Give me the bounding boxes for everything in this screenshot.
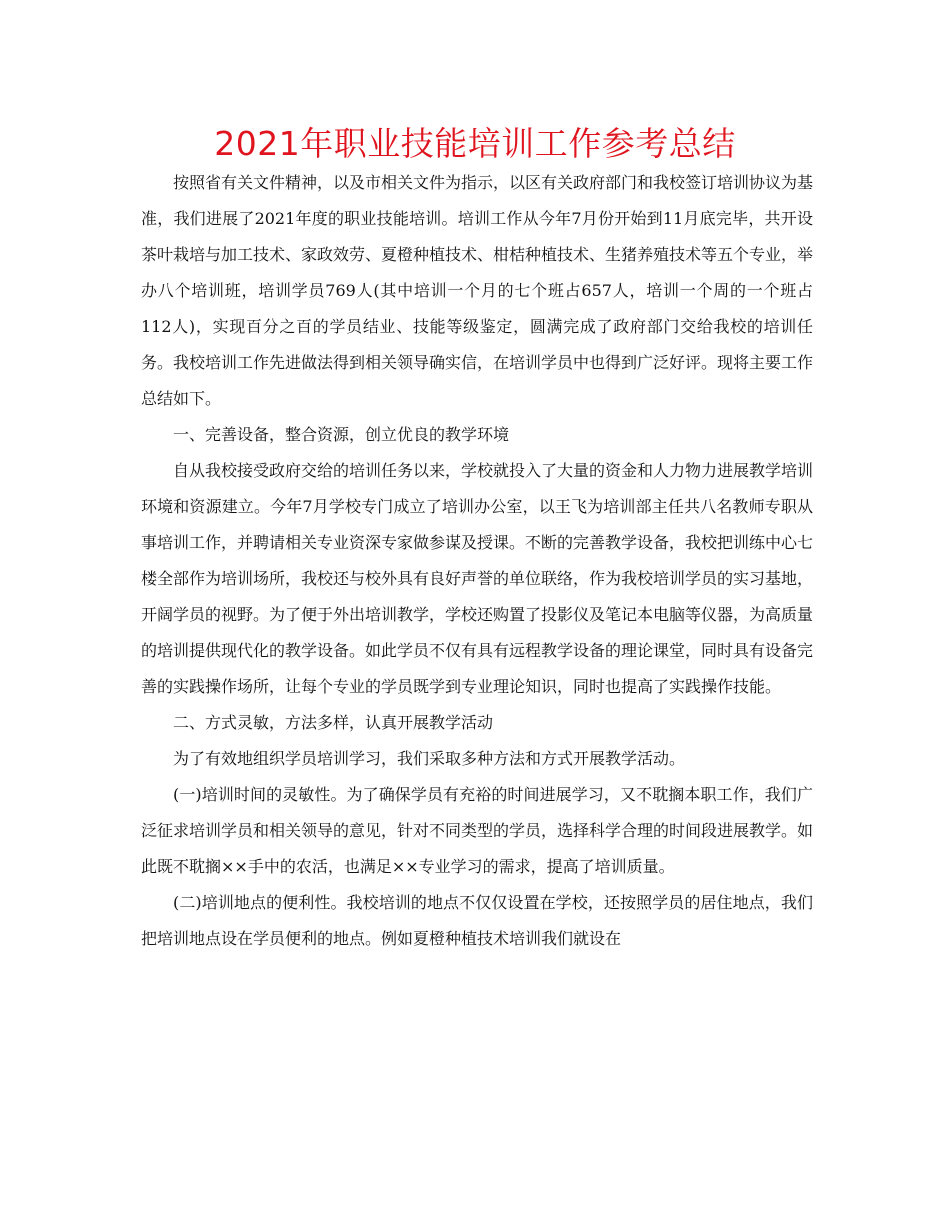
paragraph-subsection-2: (二)培训地点的便利性。我校培训的地点不仅仅设置在学校，还按照学员的居住地点，我们把培训地点设在学员便利的地点。例如夏橙种植技术培训我们就设在	[141, 893, 813, 948]
section-heading-2: 二、方式灵敏，方法多样，认真开展教学活动	[173, 713, 494, 732]
paragraph-section-2-intro: 为了有效地组织学员培训学习，我们采取多种方法和方式开展教学活动。	[173, 749, 686, 768]
document-body	[141, 165, 813, 957]
paragraph-subsection-1: (一)培训时间的灵敏性。为了确保学员有充裕的时间进展学习，又不耽搁本职工作，我们广泛征求培训学员和相关领导的意见，针对不同类型的学员，选择科学合理的时间段进展教学。如此既不耽搁××手中的农活，也满足××专业学习的需求，提高了培训质量。	[141, 785, 814, 876]
paragraph-intro: 按照省有关文件精神，以及市相关文件为指示，以区有关政府部门和我校签订培训协议为基准，我们进展了2021年度的职业技能培训。培训工作从今年7月份开始到11月底完毕，共开设茶叶栽培与加工技术、家政效劳、夏橙种植技术、柑桔种植技术、生猪养殖技术等五个专业，举办八个培训班，培训学员769人(其中培训一个月的七个班占657人，培训一个周的一个班占112人)，实现百分之百的学员结业、技能等级鉴定，圆满完成了政府部门交给我校的培训任务。我校培训工作先进做法得到相关领导确实信，在培训学员中也得到广泛好评。现将主要工作总结如下。	[141, 173, 814, 408]
paragraph-section-1: 自从我校接受政府交给的培训任务以来，学校就投入了大量的资金和人力物力进展教学培训环境和资源建立。今年7月学校专门成立了培训办公室，以王飞为培训部主任共八名教师专职从事培训工作，并聘请相关专业资深专家做参谋及授课。不断的完善教学设备，我校把训练中心七楼全部作为培训场所，我校还与校外具有良好声誉的单位联络，作为我校培训学员的实习基地，开阔学员的视野。为了便于外出培训教学，学校还购置了投影仪及笔记本电脑等仪器，为高质量的培训提供现代化的教学设备。如此学员不仅有具有远程教学设备的理论课堂，同时具有设备完善的实践操作场所，让每个专业的学员既学到专业理论知识，同时也提高了实践操作技能。	[141, 461, 814, 696]
section-heading-1: 一、完善设备，整合资源，创立优良的教学环境	[173, 425, 510, 444]
document-title: 2021年职业技能培训工作参考总结	[214, 124, 736, 163]
